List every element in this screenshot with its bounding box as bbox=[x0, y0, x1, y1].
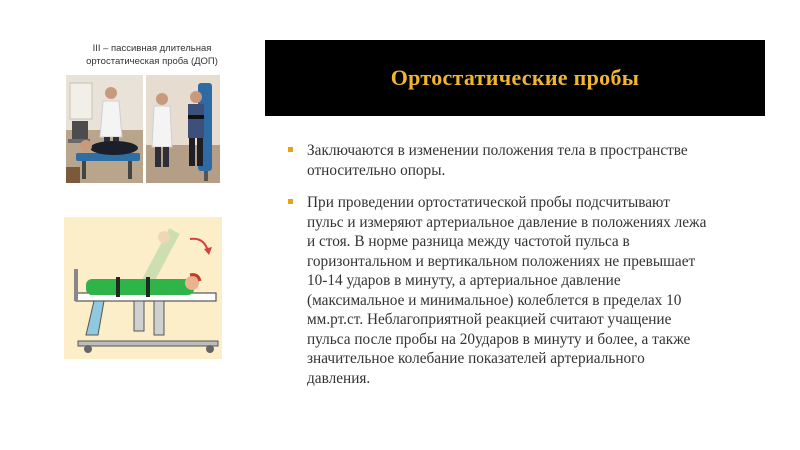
photo-patient-lying bbox=[66, 75, 143, 183]
tilt-table-drawing bbox=[64, 217, 222, 359]
bullet-item-2 bbox=[287, 193, 747, 388]
photo-patient-standing bbox=[146, 75, 220, 183]
bullet-2-line-8: пульса после пробы на 20ударов в минуту и более, а также bbox=[307, 330, 691, 348]
title-bar bbox=[265, 40, 765, 116]
bullet-list bbox=[287, 141, 747, 388]
bullet-2-line-3: и стоя. В норме разница между частотой пульса в bbox=[307, 233, 630, 250]
caption-line-2: ортостатическая проба (ДОП) bbox=[86, 56, 218, 67]
slide-title: Ортостатические пробы bbox=[390, 65, 640, 90]
bullet-2-line-2: пульс и измеряют артериальное давление в положениях лежа bbox=[307, 213, 707, 231]
bullet-2-line-5: 10-14 ударов в минуту, а артериальное давление bbox=[307, 272, 621, 289]
bullet-2-line-1: При проведении ортостатической пробы подсчитывают bbox=[307, 194, 670, 211]
bullet-2-line-10: давления. bbox=[307, 369, 371, 387]
tilt-table-illustration bbox=[64, 217, 222, 359]
bullet-2-line-9: значительное колебание показателей артериального bbox=[307, 350, 645, 367]
bullet-item-1 bbox=[287, 141, 747, 180]
bullet-1-line-2: относительно опоры. bbox=[307, 161, 446, 179]
bullet-square-icon bbox=[288, 147, 293, 152]
caption-line-1: III – пассивная длительная bbox=[92, 43, 212, 54]
photo-patient-standing-illustration bbox=[146, 75, 220, 183]
bullet-1-line-1: Заключаются в изменении положения тела в пространстве bbox=[307, 142, 688, 159]
bullet-2-line-6: (максимальное и минимальное) колеблется в пределах 10 bbox=[307, 291, 682, 309]
bullet-2-line-7: мм.рт.ст. Неблагоприятной реакцией считают учащение bbox=[307, 311, 672, 328]
bullet-square-icon bbox=[288, 199, 293, 204]
photo-caption bbox=[62, 42, 242, 68]
bullet-2-line-4: горизонтальном и вертикальном положениях не превышает bbox=[307, 252, 696, 270]
photo-patient-lying-illustration bbox=[66, 75, 143, 183]
